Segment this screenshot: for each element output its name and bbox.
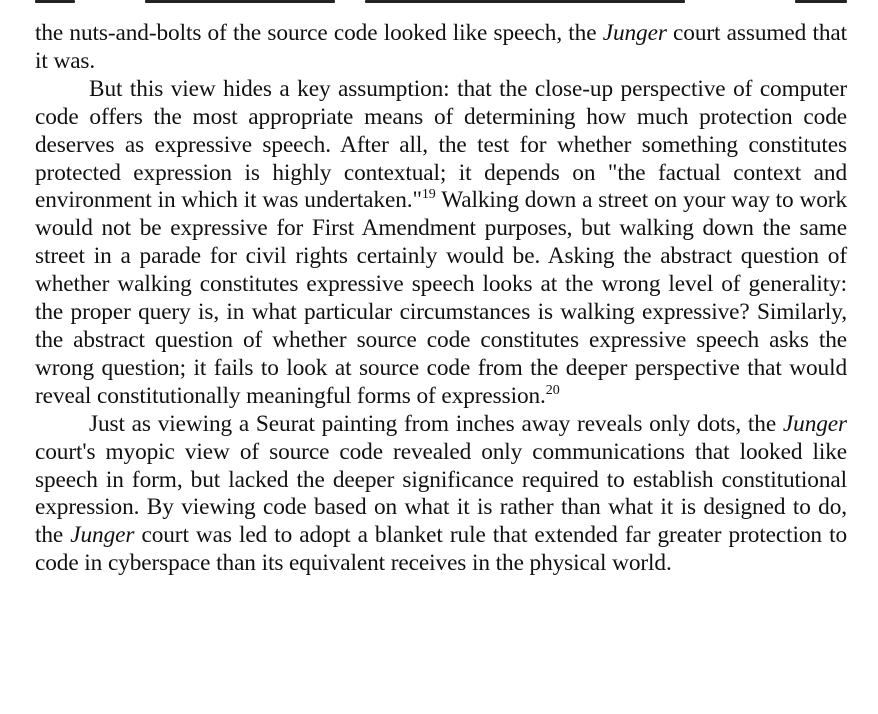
text-run: Just as viewing a Seurat painting from inches away reveals only dots, the bbox=[89, 410, 783, 437]
text-run: court was led to adopt a blanket rule that extended far greater protection to code in cyberspace than its equivalent receives in the physical world. bbox=[35, 522, 847, 577]
case-name-italic: Junger bbox=[602, 20, 667, 46]
paragraph bbox=[35, 411, 847, 578]
paragraph bbox=[35, 76, 847, 411]
text-run: court's myopic view of source code revealed only communications that looked like speech in form, but lacked the deeper significance required to establish constitutional expression. By viewing code based on what it is rather than what it is designed to do, the bbox=[35, 438, 847, 549]
body-text bbox=[35, 20, 847, 578]
footnote-reference: 19 bbox=[421, 187, 436, 203]
case-name-italic: Junger bbox=[782, 410, 847, 437]
paragraph bbox=[35, 20, 847, 76]
case-name-italic: Junger bbox=[70, 522, 135, 549]
cropped-running-header bbox=[35, 0, 847, 6]
text-run: But this view hides a key assumption: that the close-up perspective of computer code offers the most appropriate means of determining how much protection code deserves as expressive speech. After all, the test for whether something constitutes protected expression is highly contextual; it depends on "the factual context and environment in which it was undertaken." bbox=[35, 75, 847, 214]
text-run: court assumed that it was. bbox=[35, 20, 847, 74]
text-run: Walking down a street on your way to work would not be expressive for First Amendment purposes, but walking down the same street in a parade for civil rights certainly would be. Asking the abstract question of whether walking constitutes expressive speech looks at the wrong level of generality: the proper query is, in what particular circumstances is walking expressive? Similarly, the abstract question of whether source code constitutes expressive speech asks the wrong question; it fails to look at source code from the deeper perspective that would reveal constitutionally meaningful forms of expression. bbox=[35, 187, 847, 409]
footnote-reference: 20 bbox=[545, 382, 560, 398]
text-run: the nuts-and-bolts of the source code looked like speech, the bbox=[35, 20, 603, 46]
